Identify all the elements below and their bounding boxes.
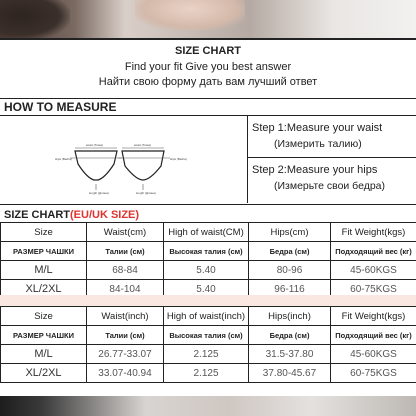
- table-subheader: Подходящий вес (кг): [331, 326, 416, 345]
- table-subheader: Бедра (см): [249, 242, 331, 261]
- subtitle-en: Find your fit Give you best answer: [124, 61, 292, 73]
- table-subheader: Подходящий вес (кг): [331, 242, 416, 261]
- table-row: [1, 261, 416, 280]
- measure-section: [0, 116, 416, 203]
- step1-panel: [248, 116, 416, 158]
- background-photo-bottom: [0, 396, 416, 416]
- table-cell: 5.40: [164, 280, 249, 299]
- table-subheader: Талии (см): [87, 326, 164, 345]
- photo-hair: [0, 0, 70, 40]
- diagram-label: waist (Tulea): [86, 143, 104, 147]
- table-subheader: Талии (см): [87, 242, 164, 261]
- table-header: Waist(cm): [87, 223, 164, 242]
- size-chart-heading-bar: [0, 204, 416, 224]
- table-header: High of waist(CM): [164, 223, 249, 242]
- diagram-label: length (Длина): [136, 191, 156, 195]
- inch-size-table: [0, 306, 416, 383]
- table-cell: 37.80-45.67: [249, 364, 331, 383]
- table-cell: 80-96: [249, 261, 331, 280]
- table-cell: M/L: [1, 345, 87, 364]
- how-to-measure-heading: HOW TO MEASURE: [4, 100, 117, 114]
- measure-diagram-panel: [0, 116, 248, 203]
- table-header: Size: [1, 223, 87, 242]
- page-title: SIZE CHART: [175, 45, 241, 57]
- table-cell: XL/2XL: [1, 364, 87, 383]
- table-header: Hips(inch): [249, 307, 331, 326]
- table-cell: 2.125: [164, 345, 249, 364]
- diagram-label: Hips (Bedra): [170, 157, 187, 161]
- table-subheader: РАЗМЕР ЧАШКИ: [1, 242, 87, 261]
- table-header-row: [1, 223, 416, 242]
- brief-diagram-1: [70, 148, 122, 190]
- table-header: Hips(cm): [249, 223, 331, 242]
- table-subheader-row: [1, 242, 416, 261]
- step1-text-ru: (Измерить талию): [274, 138, 362, 150]
- table-header: Waist(inch): [87, 307, 164, 326]
- table-subheader: Бедра (см): [249, 326, 331, 345]
- size-chart-card: [0, 38, 416, 398]
- title-block: [0, 42, 416, 88]
- table-row: [1, 364, 416, 383]
- subtitle-ru: Найти свою форму дать вам лучший ответ: [98, 76, 318, 88]
- table-cell: 31.5-37.80: [249, 345, 331, 364]
- table-header: Fit Weight(kgs): [331, 307, 416, 326]
- table-subheader: РАЗМЕР ЧАШКИ: [1, 326, 87, 345]
- table-row: [1, 345, 416, 364]
- table-subheader: Высокая талия (см): [164, 242, 249, 261]
- table-cell: 2.125: [164, 364, 249, 383]
- table-cell: 33.07-40.94: [87, 364, 164, 383]
- table-cell: 26.77-33.07: [87, 345, 164, 364]
- table-cell: 45-60KGS: [331, 261, 416, 280]
- how-to-measure-bar: [0, 98, 416, 116]
- table-cell: 60-75KGS: [331, 280, 416, 299]
- photo-face: [135, 0, 245, 30]
- table-subheader-row: [1, 326, 416, 345]
- step2-text-ru: (Измерьте свои бедра): [274, 180, 385, 192]
- table-cell: XL/2XL: [1, 280, 87, 299]
- table-cell: 60-75KGS: [331, 364, 416, 383]
- diagram-label: length (Длина): [89, 191, 109, 195]
- table-cell: 5.40: [164, 261, 249, 280]
- size-chart-heading: SIZE CHART(EU/UK SIZE): [4, 209, 140, 221]
- table-header: Fit Weight(kgs): [331, 223, 416, 242]
- table-cell: 68-84: [87, 261, 164, 280]
- table-header-row: [1, 307, 416, 326]
- underwear-diagram: [0, 116, 248, 203]
- table-cell: 84-104: [87, 280, 164, 299]
- cm-size-table: [0, 222, 416, 299]
- step2-panel: [248, 158, 416, 203]
- table-subheader: Высокая талия (см): [164, 326, 249, 345]
- table-header: High of waist(inch): [164, 307, 249, 326]
- diagram-label: Hips (Bedra): [55, 157, 72, 161]
- table-cell: 96-116: [249, 280, 331, 299]
- step2-text: Step 2:Measure your hips: [252, 164, 378, 176]
- step1-text: Step 1:Measure your waist: [252, 122, 383, 134]
- brief-diagram-2: [118, 148, 170, 190]
- diagram-label: waist (Tulea): [134, 143, 152, 147]
- table-header: Size: [1, 307, 87, 326]
- background-photo-top: [0, 0, 416, 40]
- table-cell: M/L: [1, 261, 87, 280]
- table-cell: 45-60KGS: [331, 345, 416, 364]
- size-chart-region: (EU/UK SIZE): [70, 209, 140, 221]
